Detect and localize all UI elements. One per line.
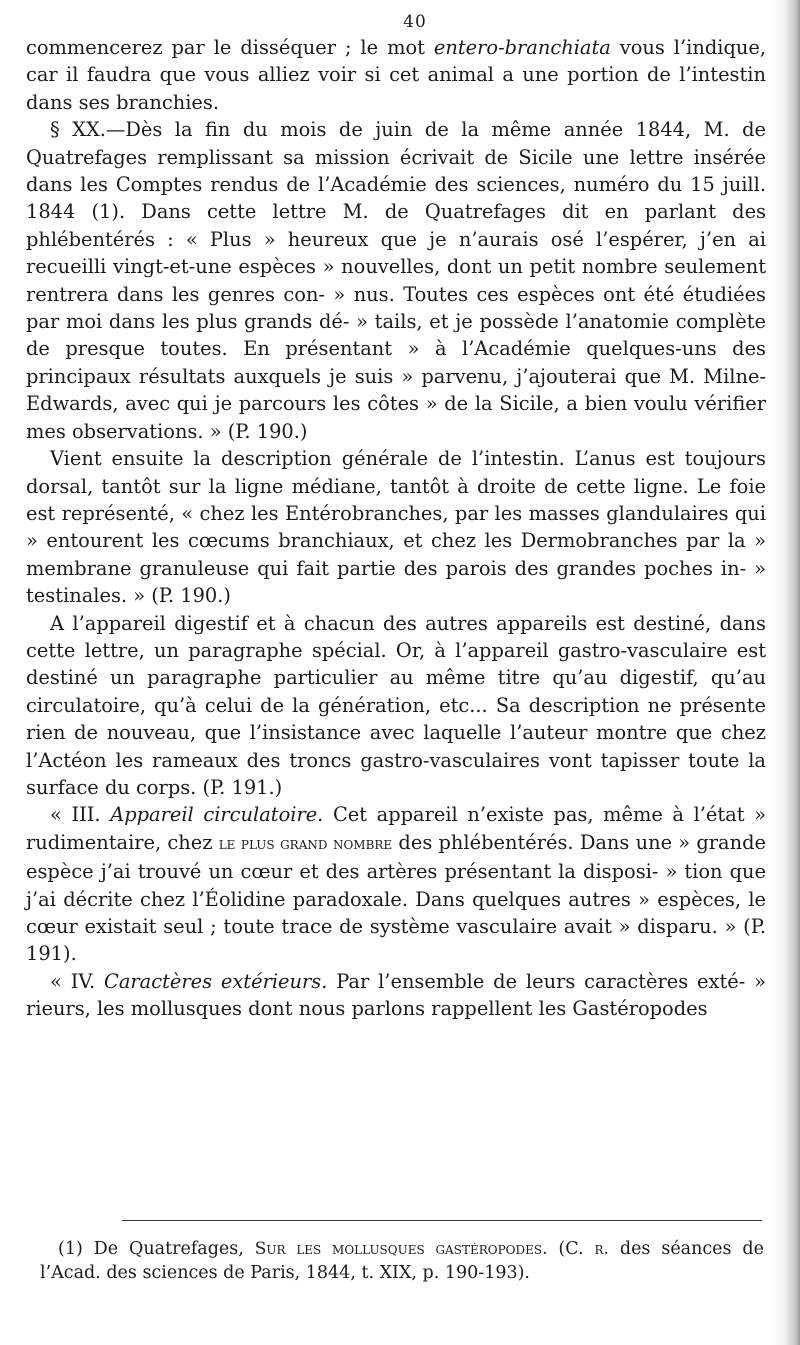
text-run: « IV. bbox=[50, 969, 104, 993]
text-run: Vient ensuite la description générale de l’intestin. L’anus est toujours dorsal, tantôt sur la ligne médiane, tantôt à droite de cette ligne. Le foie est représenté, « chez les Entérobranches, par les masses glandulaires qui » entourent les cœcums branchiaux, et chez les Dermobranches par la » membrane granuleuse qui fait partie des parois des grandes poches in- » testinales. » (P. 190.) bbox=[26, 447, 766, 608]
footnote bbox=[40, 1237, 764, 1285]
text-run: des phlébentérés. Dans une » grande espèce j’ai trouvé un cœur et des artères présentant la disposi- » tion que j’ai décrite chez l’Éolidine paradoxale. Dans quelques autres » espèces, le cœur existait seul ; toute trace de système vasculaire avait » disparu. » (P. 191). bbox=[26, 830, 766, 966]
page-edge-shadow bbox=[784, 0, 800, 1345]
text-run: des séances de l’Acad. des sciences de Paris, 1844, t. XIX, p. 190-193). bbox=[40, 1239, 764, 1283]
text-run: Cet appareil n’existe pas, même à l’état » rudimentaire, chez bbox=[26, 803, 767, 854]
italic-run: entero-branchiata bbox=[433, 36, 611, 59]
text-run: Par l’ensemble de leurs caractères exté- » rieurs, les mollusques dont nous parlons rappellent les Gastéropodes bbox=[26, 969, 766, 1021]
text-run: § XX.—Dès la fin du mois de juin de la même année 1844, M. de Quatrefages remplissant sa mission écrivait de Sicile une lettre insérée dans les Comptes rendus de l’Académie des sciences, numéro du 15 juill. 1844 (1). Dans cette lettre M. de Quatrefages dit en parlant des phlébentérés : « Plus » heureux que je n’aurais osé l’espérer, j’en ai recueilli vingt-et-une espèces » nouvelles, dont un petit nombre seulement rentrera dans les genres con- » nus. Toutes ces espèces ont été étudiées par moi dans les plus grands dé- » tails, et je possède l’anatomie complète de presque toutes. En présentant » à l’Académie quelques-uns des principaux résultats auxquels je suis » parvenu, j’ajouterai que M. Milne-Edwards, avec qui je parcours les côtes » de la Sicile, a bien voulu vérifier mes observations. » (P. 190.) bbox=[26, 118, 766, 443]
paragraph-3 bbox=[26, 445, 766, 609]
paragraph-4 bbox=[26, 610, 766, 802]
italic-run: Appareil circulatoire. bbox=[110, 803, 324, 827]
paragraph-2 bbox=[26, 116, 766, 445]
paragraph-5 bbox=[26, 801, 766, 967]
page-number: 40 bbox=[403, 12, 427, 32]
smallcaps-run: Sur les mollusques gastéropodes. bbox=[254, 1239, 548, 1259]
text-run: (1) De Quatrefages, bbox=[58, 1239, 255, 1259]
body-text bbox=[26, 34, 766, 1023]
footnote-rule bbox=[122, 1220, 762, 1221]
text-run: vous l’indique, car il faudra que vous alliez voir si cet animal a une portion de l’intestin dans ses branchies. bbox=[26, 36, 767, 114]
footnote-text bbox=[40, 1237, 764, 1285]
text-run: commencerez par le disséquer ; le mot bbox=[26, 36, 434, 59]
text-run: (C. bbox=[547, 1239, 595, 1259]
text-run: « III. bbox=[50, 803, 111, 827]
paragraph-6 bbox=[26, 968, 766, 1023]
smallcaps-run: r. bbox=[594, 1239, 609, 1259]
paragraph-1 bbox=[26, 34, 766, 116]
italic-run: Caractères extérieurs. bbox=[104, 969, 328, 993]
text-run: A l’appareil digestif et à chacun des autres appareils est destiné, dans cette lettre, un paragraphe spécial. Or, à l’appareil gastro-vasculaire est destiné un paragraphe particulier au même titre qu’au digestif, qu’au circulatoire, qu’à celui de la génération, etc... Sa description ne présente rien de nouveau, que l’insistance avec laquelle l’auteur montre que chez l’Actéon les rameaux des troncs gastro-vasculaires vont tapisser toute la surface du corps. (P. 191.) bbox=[26, 611, 766, 799]
smallcaps-run: le plus grand nombre bbox=[218, 833, 393, 854]
